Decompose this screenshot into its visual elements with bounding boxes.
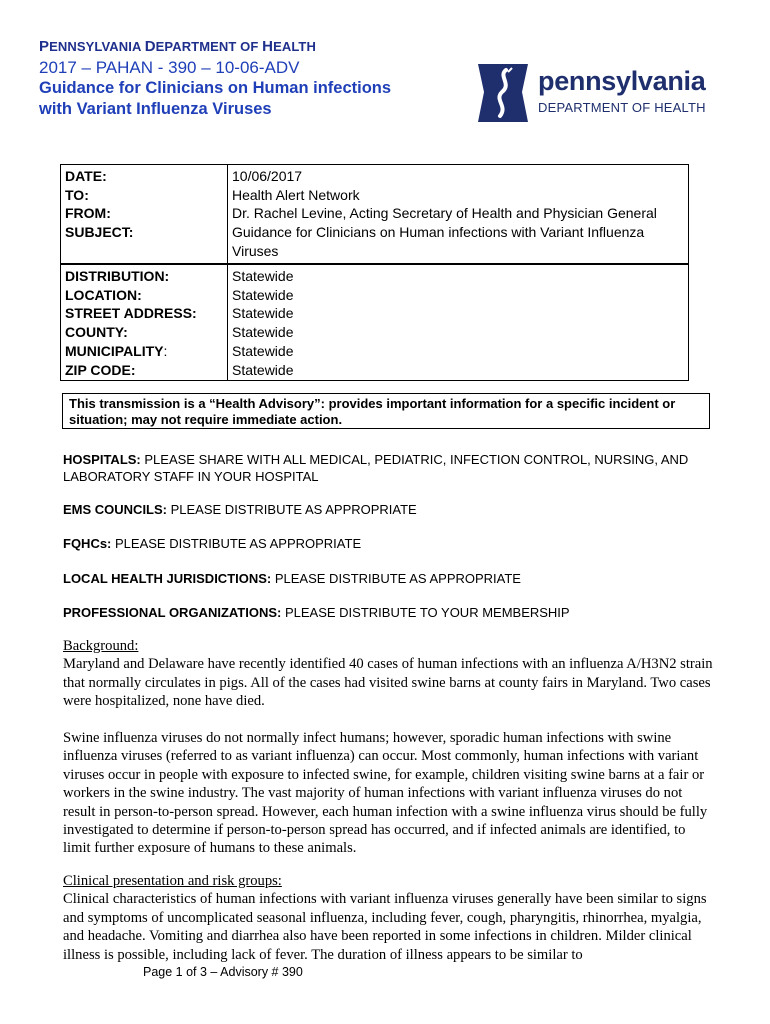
logo-wordmark: pennsylvania <box>538 66 706 96</box>
recipient-professional-orgs: PROFESSIONAL ORGANIZATIONS: PLEASE DISTRIBUTE TO YOUR MEMBERSHIP <box>63 605 570 620</box>
distribution-values: Statewide Statewide Statewide Statewide Statewide Statewide <box>228 265 689 381</box>
recipient-fqhcs: FQHCs: PLEASE DISTRIBUTE AS APPROPRIATE <box>63 536 362 551</box>
recipient-ems: EMS COUNCILS: PLEASE DISTRIBUTE AS APPROPRIATE <box>63 502 417 517</box>
document-title <box>39 57 439 120</box>
background-section <box>63 637 713 711</box>
title-line-1: Guidance for Clinicians on Human infections <box>39 79 392 97</box>
pa-health-logo <box>472 62 712 124</box>
memo-labels: DATE: TO: FROM: SUBJECT: <box>61 165 228 264</box>
advisory-id: 2017 – PAHAN - 390 – 10-06-ADV <box>39 58 300 77</box>
department-heading: PENNSYLVANIA DEPARTMENT OF HEALTH <box>39 38 316 55</box>
background-heading: Background: <box>63 638 139 654</box>
background-paragraph-1: Maryland and Delaware have recently identified 40 cases of human infections with an influenza A/H3N2 strain that normally circulates in pigs. All of the cases had visited swine barns at county fairs in Maryland. Two cases were hospitalized, none have died. <box>63 656 713 710</box>
clinical-paragraph-1: Clinical characteristics of human infections with variant influenza viruses generally have been similar to signs and symptoms of uncomplicated seasonal influenza, including fever, cough, pharyngitis, rhinorrhea, myalgia, and headache. Vomiting and diarrhea also have been reported in some infections in children. Milder clinical illness is possible, including lack of fever. The duration of illness appears to be similar to <box>63 891 707 963</box>
recipient-hospitals: HOSPITALS: PLEASE SHARE WITH ALL MEDICAL, PEDIATRIC, INFECTION CONTROL, NURSING, AND LABORATORY STAFF IN YOUR HOSPITAL <box>63 452 689 484</box>
distribution-table <box>60 264 689 381</box>
background-paragraph-2: Swine influenza viruses do not normally infect humans; however, sporadic human infections with swine influenza viruses (referred to as variant influenza) can occur. Most commonly, human infections with variant viruses occur in people with exposure to infected swine, for example, children visiting swine barns at a fair or workers in the swine industry. The vast majority of human infections with variant influenza viruses do not result in person-to-person spread. However, each human infection with a swine influenza virus should be fully investigated to determine if person-to-person spread has occurred, and if infected animals are identified, to limit further exposure of humans to these animals. <box>63 730 708 857</box>
page-footer: Page 1 of 3 – Advisory # 390 <box>143 965 303 979</box>
title-line-2: with Variant Influenza Viruses <box>39 100 272 118</box>
logo-department: DEPARTMENT OF HEALTH <box>538 100 706 115</box>
memo-table <box>60 164 689 264</box>
clinical-section <box>63 872 713 964</box>
keystone-logo-icon <box>472 62 534 124</box>
clinical-heading: Clinical presentation and risk groups: <box>63 873 282 889</box>
health-advisory-notice: This transmission is a “Health Advisory”: provides important information for a specific incident or situation; may not require immediate action. <box>62 393 710 429</box>
recipient-local-health: LOCAL HEALTH JURISDICTIONS: PLEASE DISTRIBUTE AS APPROPRIATE <box>63 571 521 586</box>
distribution-labels: DISTRIBUTION: LOCATION: STREET ADDRESS: COUNTY: MUNICIPALITY: ZIP CODE: <box>61 265 228 381</box>
memo-values: 10/06/2017 Health Alert Network Dr. Rachel Levine, Acting Secretary of Health and Physician General Guidance for Clinicians on Human infections with Variant Influenza Viruses <box>228 165 689 264</box>
